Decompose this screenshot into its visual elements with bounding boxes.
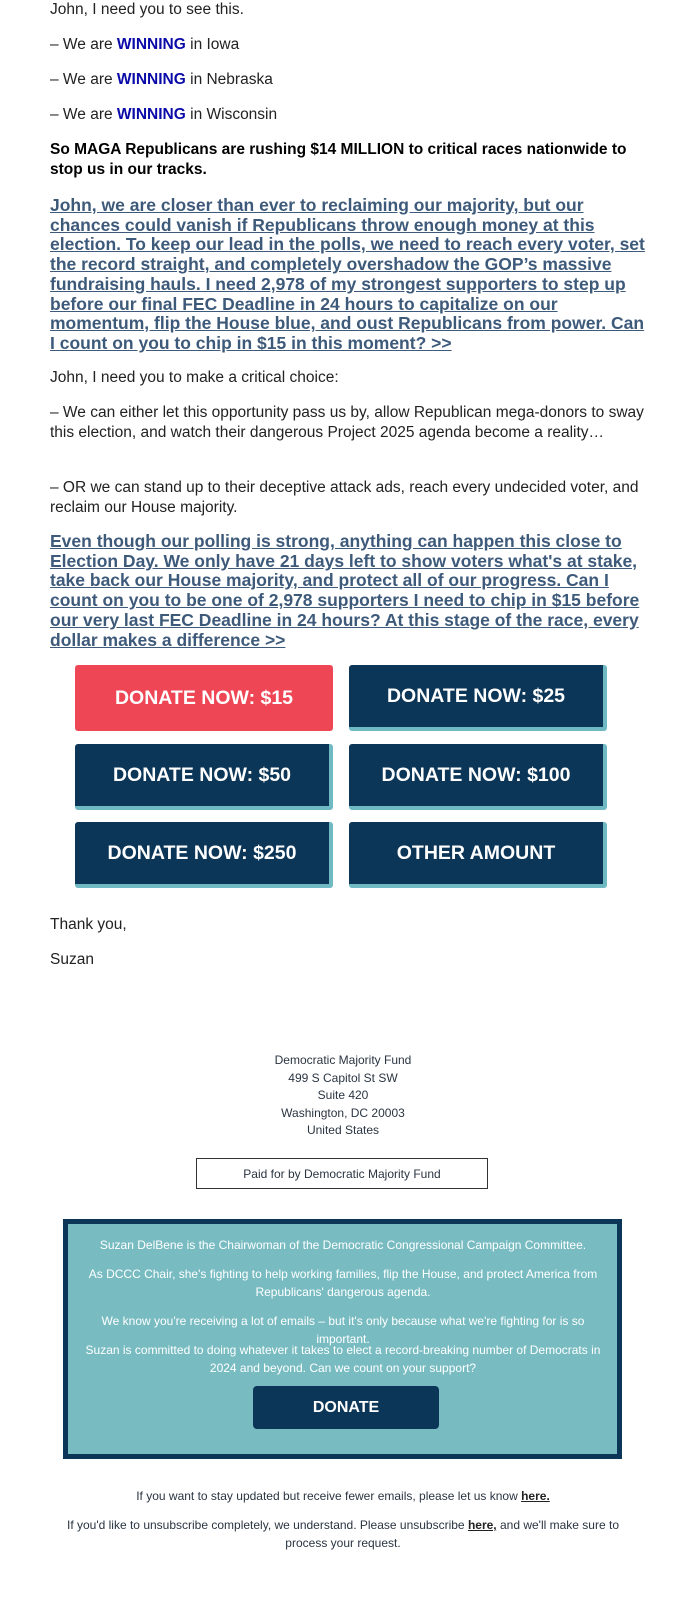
unsubscribe-link[interactable]: here, (467, 1518, 497, 1532)
winning-word: WINNING (116, 36, 186, 53)
donate-button[interactable]: DONATE (253, 1386, 439, 1429)
winning-prefix: – We are (50, 36, 117, 53)
intro-line: John, I need you to see this. (50, 1, 244, 18)
fewer-emails-label: If you want to stay updated but receive fewer emails, please let us know (136, 1489, 522, 1503)
winning-iowa (50, 35, 645, 55)
winning-word: WINNING (116, 106, 186, 123)
paid-for-disclaimer: Paid for by Democratic Majority Fund (196, 1158, 488, 1189)
info-box (63, 1219, 622, 1459)
address-suite: Suite 420 (317, 1088, 369, 1102)
state-iowa: in Iowa (185, 36, 240, 53)
winning-prefix: – We are (50, 71, 117, 88)
address-country: United States (306, 1123, 380, 1137)
unsubscribe-text (60, 1517, 626, 1552)
state-wisconsin: in Wisconsin (185, 106, 278, 123)
other-amount-button[interactable]: OTHER AMOUNT (349, 822, 607, 888)
info-box-text-1: Suzan DelBene is the Chairwoman of the Democratic Congressional Campaign Committee. (99, 1238, 587, 1252)
donate-15-button[interactable]: DONATE NOW: $15 (75, 665, 333, 731)
unsubscribe-tail: and we'll make sure to process your request. (285, 1518, 619, 1550)
signoff-name: Suzan (50, 951, 94, 968)
donate-25-button[interactable]: DONATE NOW: $25 (349, 665, 607, 731)
info-box-text-3: We know you're receiving a lot of emails – but it's only because what we're fighting for is so important. (101, 1314, 585, 1346)
info-box-text-4: Suzan is committed to doing whatever it takes to elect a record-breaking number of Democrats in 2024 and beyond. Can we count on your support? (85, 1343, 601, 1375)
fewer-emails-link[interactable]: here. (521, 1489, 550, 1503)
maga-statement: So MAGA Republicans are rushing $14 MILLION to critical races nationwide to stop us in our tracks. (50, 141, 627, 178)
choice-option-1: – We can either let this opportunity pass us by, allow Republican mega-donors to sway this election, and watch their dangerous Project 2025 agenda become a reality… (50, 404, 644, 441)
donate-250-button[interactable]: DONATE NOW: $250 (75, 822, 333, 888)
winning-word: WINNING (116, 71, 186, 88)
donate-50-button[interactable]: DONATE NOW: $50 (75, 744, 333, 810)
unsubscribe-label: If you'd like to unsubscribe completely, we understand. Please unsubscribe (66, 1518, 468, 1532)
donate-100-button[interactable]: DONATE NOW: $100 (349, 744, 607, 810)
info-box-text-2: As DCCC Chair, she's fighting to help working families, flip the House, and protect America from Republicans' dangerous agenda. (88, 1267, 598, 1299)
address-street: 499 S Capitol St SW (288, 1071, 398, 1085)
address-city: Washington, DC 20003 (281, 1106, 405, 1120)
winning-wisconsin (50, 105, 645, 125)
state-nebraska: in Nebraska (185, 71, 273, 88)
choice-option-2: – OR we can stand up to their deceptive attack ads, reach every undecided voter, and reclaim our House majority. (50, 479, 639, 516)
choice-line: John, I need you to make a critical choice: (50, 369, 339, 386)
donate-link-1[interactable]: John, we are closer than ever to reclaiming our majority, but our chances could vanish if Republicans throw enough money at this election. To keep our lead in the polls, we need to reach every voter, set the record straight, and completely overshadow the GOP’s massive fundraising hauls. I need 2,978 of my strongest supporters to step up before our final FEC Deadline in 24 hours to capitalize on our momentum, flip the House blue, and oust Republicans from power. Can I count on you to chip in $15 in this moment? >> (50, 195, 645, 353)
signoff-thanks: Thank you, (50, 916, 127, 933)
winning-nebraska (50, 70, 645, 90)
donate-link-2[interactable]: Even though our polling is strong, anything can happen this close to Election Day. We only have 21 days left to show voters what's at stake, take back our House majority, and protect all of our progress. Can I count on you to be one of 2,978 supporters I need to chip in $15 before our very last FEC Deadline in 24 hours? At this stage of the race, every dollar makes a difference >> (50, 531, 640, 650)
fewer-emails-text (0, 1488, 686, 1506)
winning-prefix: – We are (50, 106, 117, 123)
address-org: Democratic Majority Fund (274, 1053, 412, 1067)
